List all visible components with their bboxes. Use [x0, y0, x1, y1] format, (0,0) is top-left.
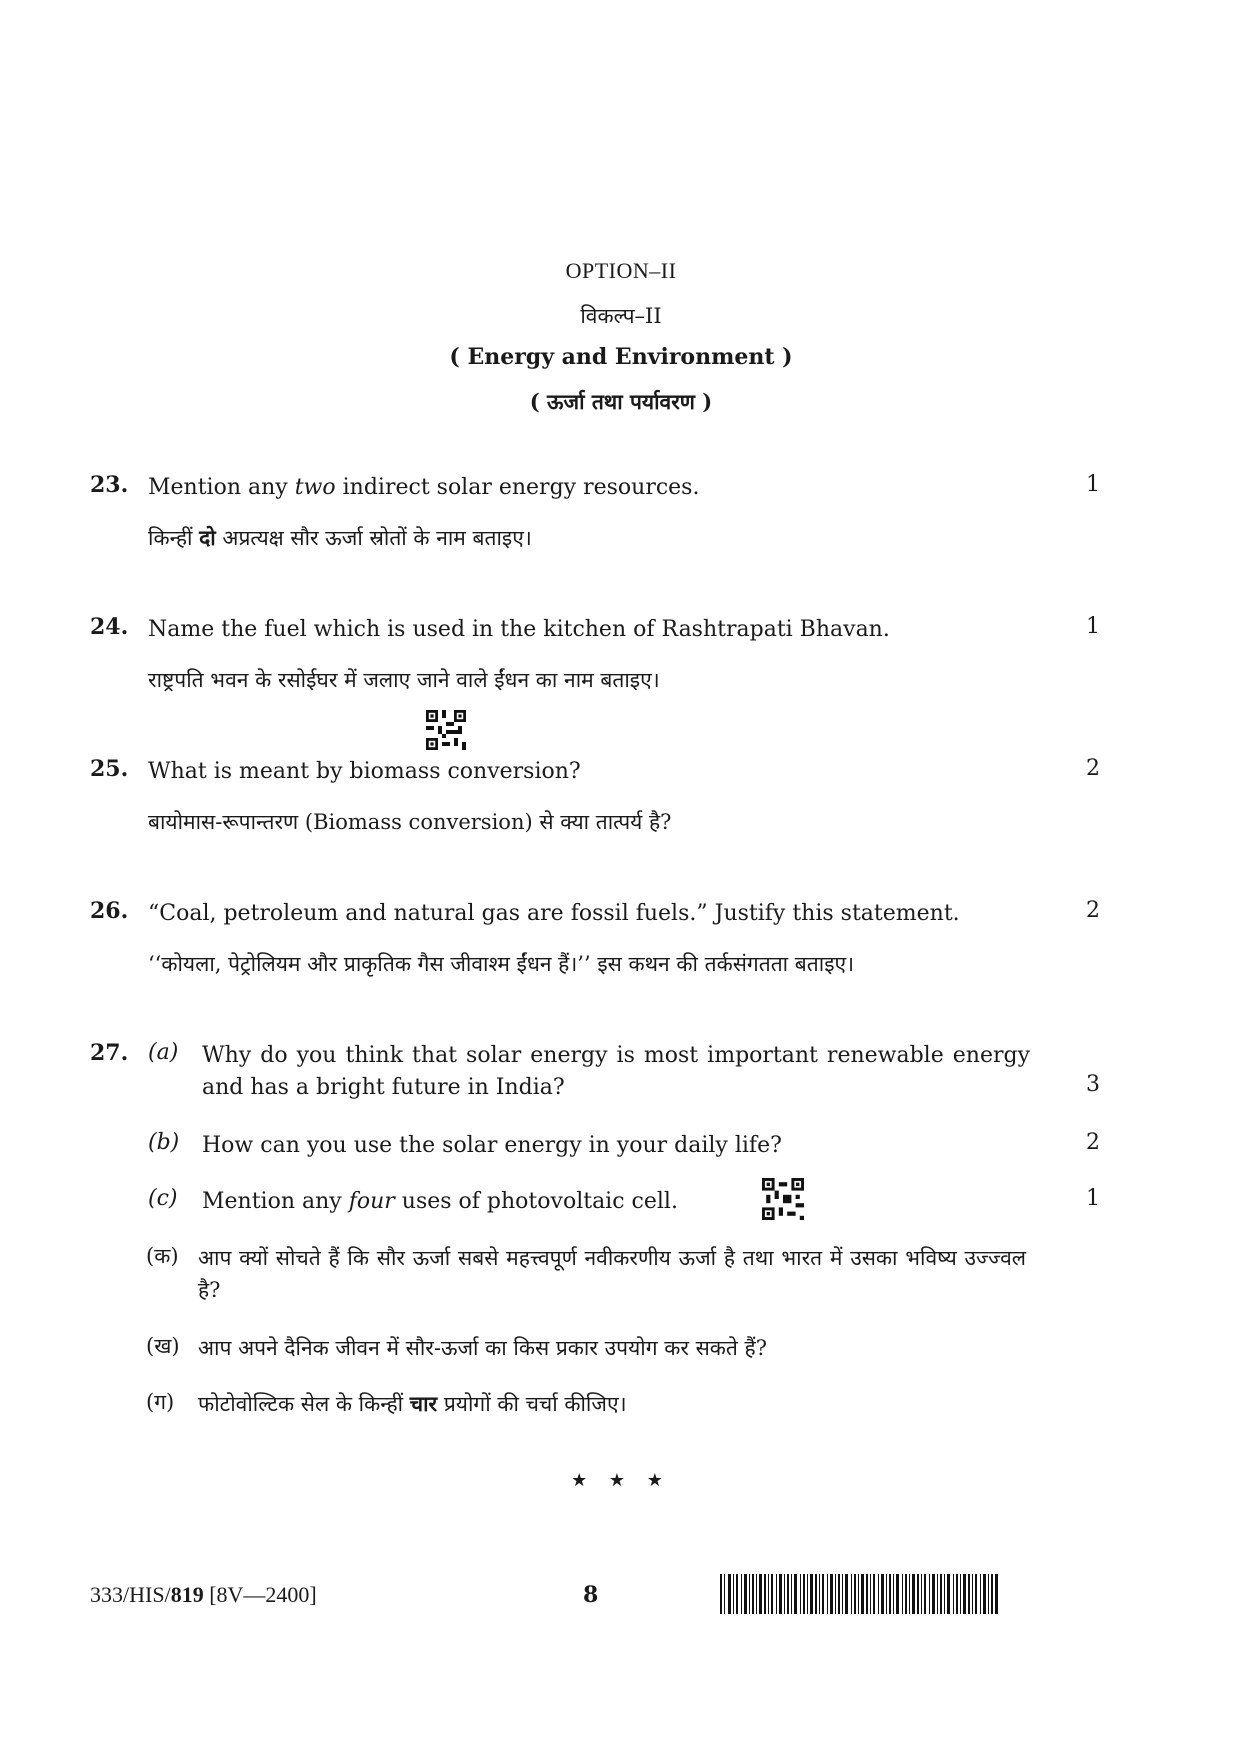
question-text: Name the fuel which is used in the kitchen of Rashtrapati Bhavan.: [148, 617, 890, 642]
question-text-hindi: किन्हीं दो अप्रत्यक्ष सौर ऊर्जा स्रोतों के नाम बताइए।: [148, 525, 532, 550]
subpart-marks: 3: [1086, 1072, 1100, 1097]
question-number: 25.: [90, 756, 129, 782]
question-number: 24.: [90, 614, 129, 640]
question-text: Mention any two indirect solar energy resources.: [148, 475, 700, 500]
subpart-text: Mention any four uses of photovoltaic cell.: [202, 1189, 678, 1214]
subpart-label-hindi: (ख): [146, 1334, 180, 1358]
subpart-text-hindi: आप क्यों सोचते हैं कि सौर ऊर्जा सबसे महत्त्वपूर्ण नवीकरणीय ऊर्जा है तथा भारत में उसका भविष्य उज्ज्वल है?: [198, 1246, 1026, 1302]
subpart-text: Why do you think that solar energy is most important renewable energy and has a bright future in India?: [202, 1043, 1030, 1100]
question-text: “Coal, petroleum and natural gas are fossil fuels.” Justify this statement.: [148, 901, 960, 926]
question-number: 26.: [90, 898, 129, 924]
section-title: ( Energy and Environment ): [449, 344, 793, 370]
paper-code: 333/HIS/819 [8V—2400]: [90, 1582, 317, 1607]
section-title-hindi: ( ऊर्जा तथा पर्यावरण ): [529, 389, 713, 414]
subpart-text-hindi: फोटोवोल्टिक सेल के किन्हीं चार प्रयोगों की चर्चा कीजिए।: [198, 1391, 627, 1416]
qr-code-icon: [426, 710, 466, 750]
question-text-hindi: बायोमास-रूपान्तरण (Biomass conversion) से क्या तात्पर्य है?: [148, 810, 672, 834]
qr-code-icon: [762, 1178, 804, 1220]
question-text-hindi: ‘‘कोयला, पेट्रोलियम और प्राकृतिक गैस जीवाश्म ईंधन हैं।’’ इस कथन की तर्कसंगतता बताइए।: [148, 952, 855, 976]
subpart-text-hindi: आप अपने दैनिक जीवन में सौर-ऊर्जा का किस प्रकार उपयोग कर सकते हैं?: [198, 1336, 767, 1360]
question-marks: 1: [1086, 614, 1100, 639]
option-heading-hindi: विकल्प–II: [580, 304, 662, 328]
end-marker: ★ ★ ★: [571, 1470, 671, 1491]
page-number: 8: [583, 1582, 599, 1608]
question-number: 23.: [90, 472, 129, 498]
question-marks: 2: [1086, 898, 1100, 923]
subpart-marks: 1: [1086, 1186, 1100, 1211]
subpart-label-hindi: (क): [146, 1244, 179, 1268]
subpart-label: (c): [148, 1186, 178, 1211]
subpart-label-hindi: (ग): [146, 1390, 175, 1414]
subpart-label: (b): [148, 1130, 180, 1155]
question-27: [90, 1040, 1100, 1420]
question-number: 27.: [90, 1040, 129, 1066]
barcode-icon: [720, 1574, 998, 1614]
question-text: What is meant by biomass conversion?: [148, 759, 581, 784]
question-marks: 1: [1086, 472, 1100, 497]
question-text-hindi: राष्ट्रपति भवन के रसोईघर में जलाए जाने वाले ईंधन का नाम बताइए।: [148, 668, 660, 692]
subpart-text: How can you use the solar energy in your daily life?: [202, 1133, 782, 1158]
question-marks: 2: [1086, 756, 1100, 781]
option-heading: OPTION–II: [565, 258, 677, 283]
subpart-label: (a): [148, 1040, 179, 1065]
subpart-marks: 2: [1086, 1130, 1100, 1155]
